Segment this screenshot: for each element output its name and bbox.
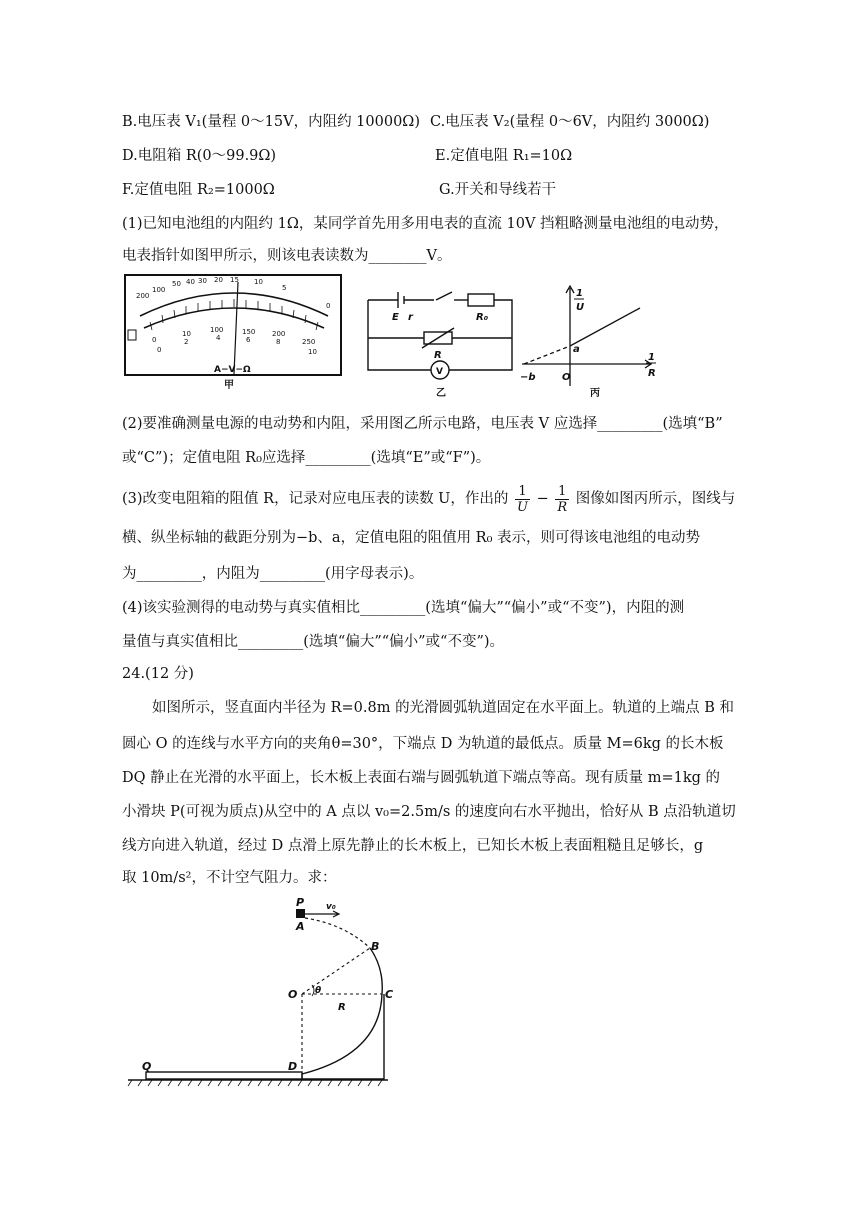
svg-text:8: 8 (276, 338, 281, 346)
intercept-neg-b: −b (520, 372, 536, 383)
label-O: O (288, 988, 298, 1001)
q3-fraction-1-over-R: $\frac{1}{R}$ (557, 483, 568, 515)
y-axis-den: U (576, 302, 585, 313)
q24-line5: 线方向进入轨道，经过 D 点滑上原先静止的长木板上，已知长木板上表面粗糙且足够长，g (122, 838, 704, 854)
q24-header: 24.(12 分) (122, 666, 194, 682)
q24-line4: 小滑块 P(可视为质点)从空中的 A 点以 v₀=2.5m/s 的速度向右水平抛出，恰好从 B 点沿轨道切 (122, 804, 736, 820)
label-Q: Q (142, 1060, 152, 1073)
meter-label: A−V−Ω (214, 365, 251, 375)
fig-bing-label: 丙 (590, 388, 600, 399)
label-B: B (371, 940, 380, 953)
svg-text:10: 10 (308, 348, 317, 356)
svg-text:5: 5 (282, 284, 287, 292)
option-d: D.电阻箱 R(0～99.9Ω) (122, 148, 277, 164)
option-g: G.开关和导线若干 (439, 182, 557, 198)
label-E: E (392, 312, 399, 323)
svg-text:0: 0 (326, 302, 331, 310)
svg-text:15: 15 (230, 276, 239, 284)
svg-text:6: 6 (246, 336, 251, 344)
svg-text:200: 200 (272, 330, 286, 338)
x-axis-den: R (648, 368, 656, 379)
q24-line1: 如图所示，竖直面内半径为 R=0.8m 的光滑圆弧轨道固定在水平面上。轨道的上端点 B 和 (152, 700, 734, 716)
svg-text:200: 200 (136, 292, 150, 300)
q24-line2: 圆心 O 的连线与水平方向的夹角θ=30°，下端点 D 为轨道的最低点。质量 M=6kg 的长木板 (122, 736, 724, 752)
y-axis-num: 1 (576, 288, 583, 299)
svg-text:10: 10 (182, 330, 191, 338)
label-v0: v₀ (326, 902, 336, 912)
multimeter-figure (122, 272, 346, 390)
label-R-radius: R (338, 1002, 346, 1013)
q3-pre: (3)改变电阻箱的阻值 R，记录对应电压表的读数 U，作出的 (122, 491, 509, 507)
label-P: P (296, 896, 305, 909)
q4-line2: 量值与真实值相比_________(选填“偏大”“偏小”或“不变”)。 (122, 634, 505, 650)
intercept-a: a (573, 344, 580, 355)
x-axis-num: 1 (648, 352, 655, 363)
svg-text:250: 250 (302, 338, 316, 346)
q3-line2: 横、纵坐标轴的截距分别为−b、a，定值电阻的阻值用 R₀ 表示，则可得该电池组的电动势 (122, 530, 701, 546)
label-R0: R₀ (476, 312, 489, 323)
svg-text:30: 30 (198, 277, 207, 285)
voltmeter-V: V (436, 367, 443, 377)
q1-line1: (1)已知电池组的内阻约 1Ω，某同学首先用多用电表的直流 10V 挡粗略测量电池组的电动势， (122, 216, 729, 232)
circuit-figure (360, 282, 520, 400)
fig-jia-label: 甲 (224, 380, 234, 391)
q24-line3: DQ 静止在光滑的水平面上，长木板上表面右端与圆弧轨道下端点等高。现有质量 m=1kg 的 (122, 770, 721, 786)
svg-text:40: 40 (186, 278, 195, 286)
track-figure (122, 894, 392, 1094)
q2-line1: (2)要准确测量电源的电动势和内阻，采用图乙所示电路，电压表 V 应选择_________(选填“B” (122, 416, 723, 432)
fig-yi-label: 乙 (436, 388, 446, 399)
label-R: R (434, 350, 442, 361)
option-f: F.定值电阻 R₂=1000Ω (122, 182, 275, 198)
svg-text:20: 20 (214, 276, 223, 284)
q4-line1: (4)该实验测得的电动势与真实值相比_________(选填“偏大”“偏小”或“不变”)，内阻的测 (122, 600, 685, 616)
svg-text:150: 150 (242, 328, 256, 336)
q24-line6: 取 10m/s²，不计空气阻力。求： (122, 870, 337, 886)
q2-line2: 或“C”)；定值电阻 R₀应选择_________(选填“E”或“F”)。 (122, 450, 491, 466)
svg-text:2: 2 (184, 338, 189, 346)
svg-text:0: 0 (157, 346, 162, 354)
q1-line2: 电表指针如图甲所示，则该电表读数为________V。 (122, 248, 452, 264)
label-C: C (385, 988, 394, 1001)
label-r: r (408, 312, 413, 323)
label-theta: θ (315, 986, 322, 996)
q3-minus: − (536, 491, 549, 507)
option-c: C.电压表 V₂(量程 0～6V，内阻约 3000Ω) (430, 114, 710, 130)
svg-text:50: 50 (172, 280, 181, 288)
q3-line3: 为_________，内阻为_________(用字母表示)。 (122, 566, 424, 582)
graph-figure (518, 282, 666, 400)
q3-line1 (122, 480, 735, 518)
label-D: D (288, 1060, 298, 1073)
option-b: B.电压表 V₁(量程 0～15V，内阻约 10000Ω) (122, 114, 420, 130)
q3-fraction-1-over-U: $\frac{1}{U}$ (517, 483, 528, 515)
origin-O: O (562, 372, 571, 383)
svg-text:100: 100 (210, 326, 224, 334)
svg-text:4: 4 (216, 334, 221, 342)
label-A: A (296, 920, 305, 933)
q3-post: 图像如图丙所示，图线与 (575, 491, 736, 507)
svg-text:0: 0 (152, 336, 157, 344)
svg-text:100: 100 (152, 286, 166, 294)
option-e: E.定值电阻 R₁=10Ω (435, 148, 573, 164)
svg-text:10: 10 (254, 278, 263, 286)
